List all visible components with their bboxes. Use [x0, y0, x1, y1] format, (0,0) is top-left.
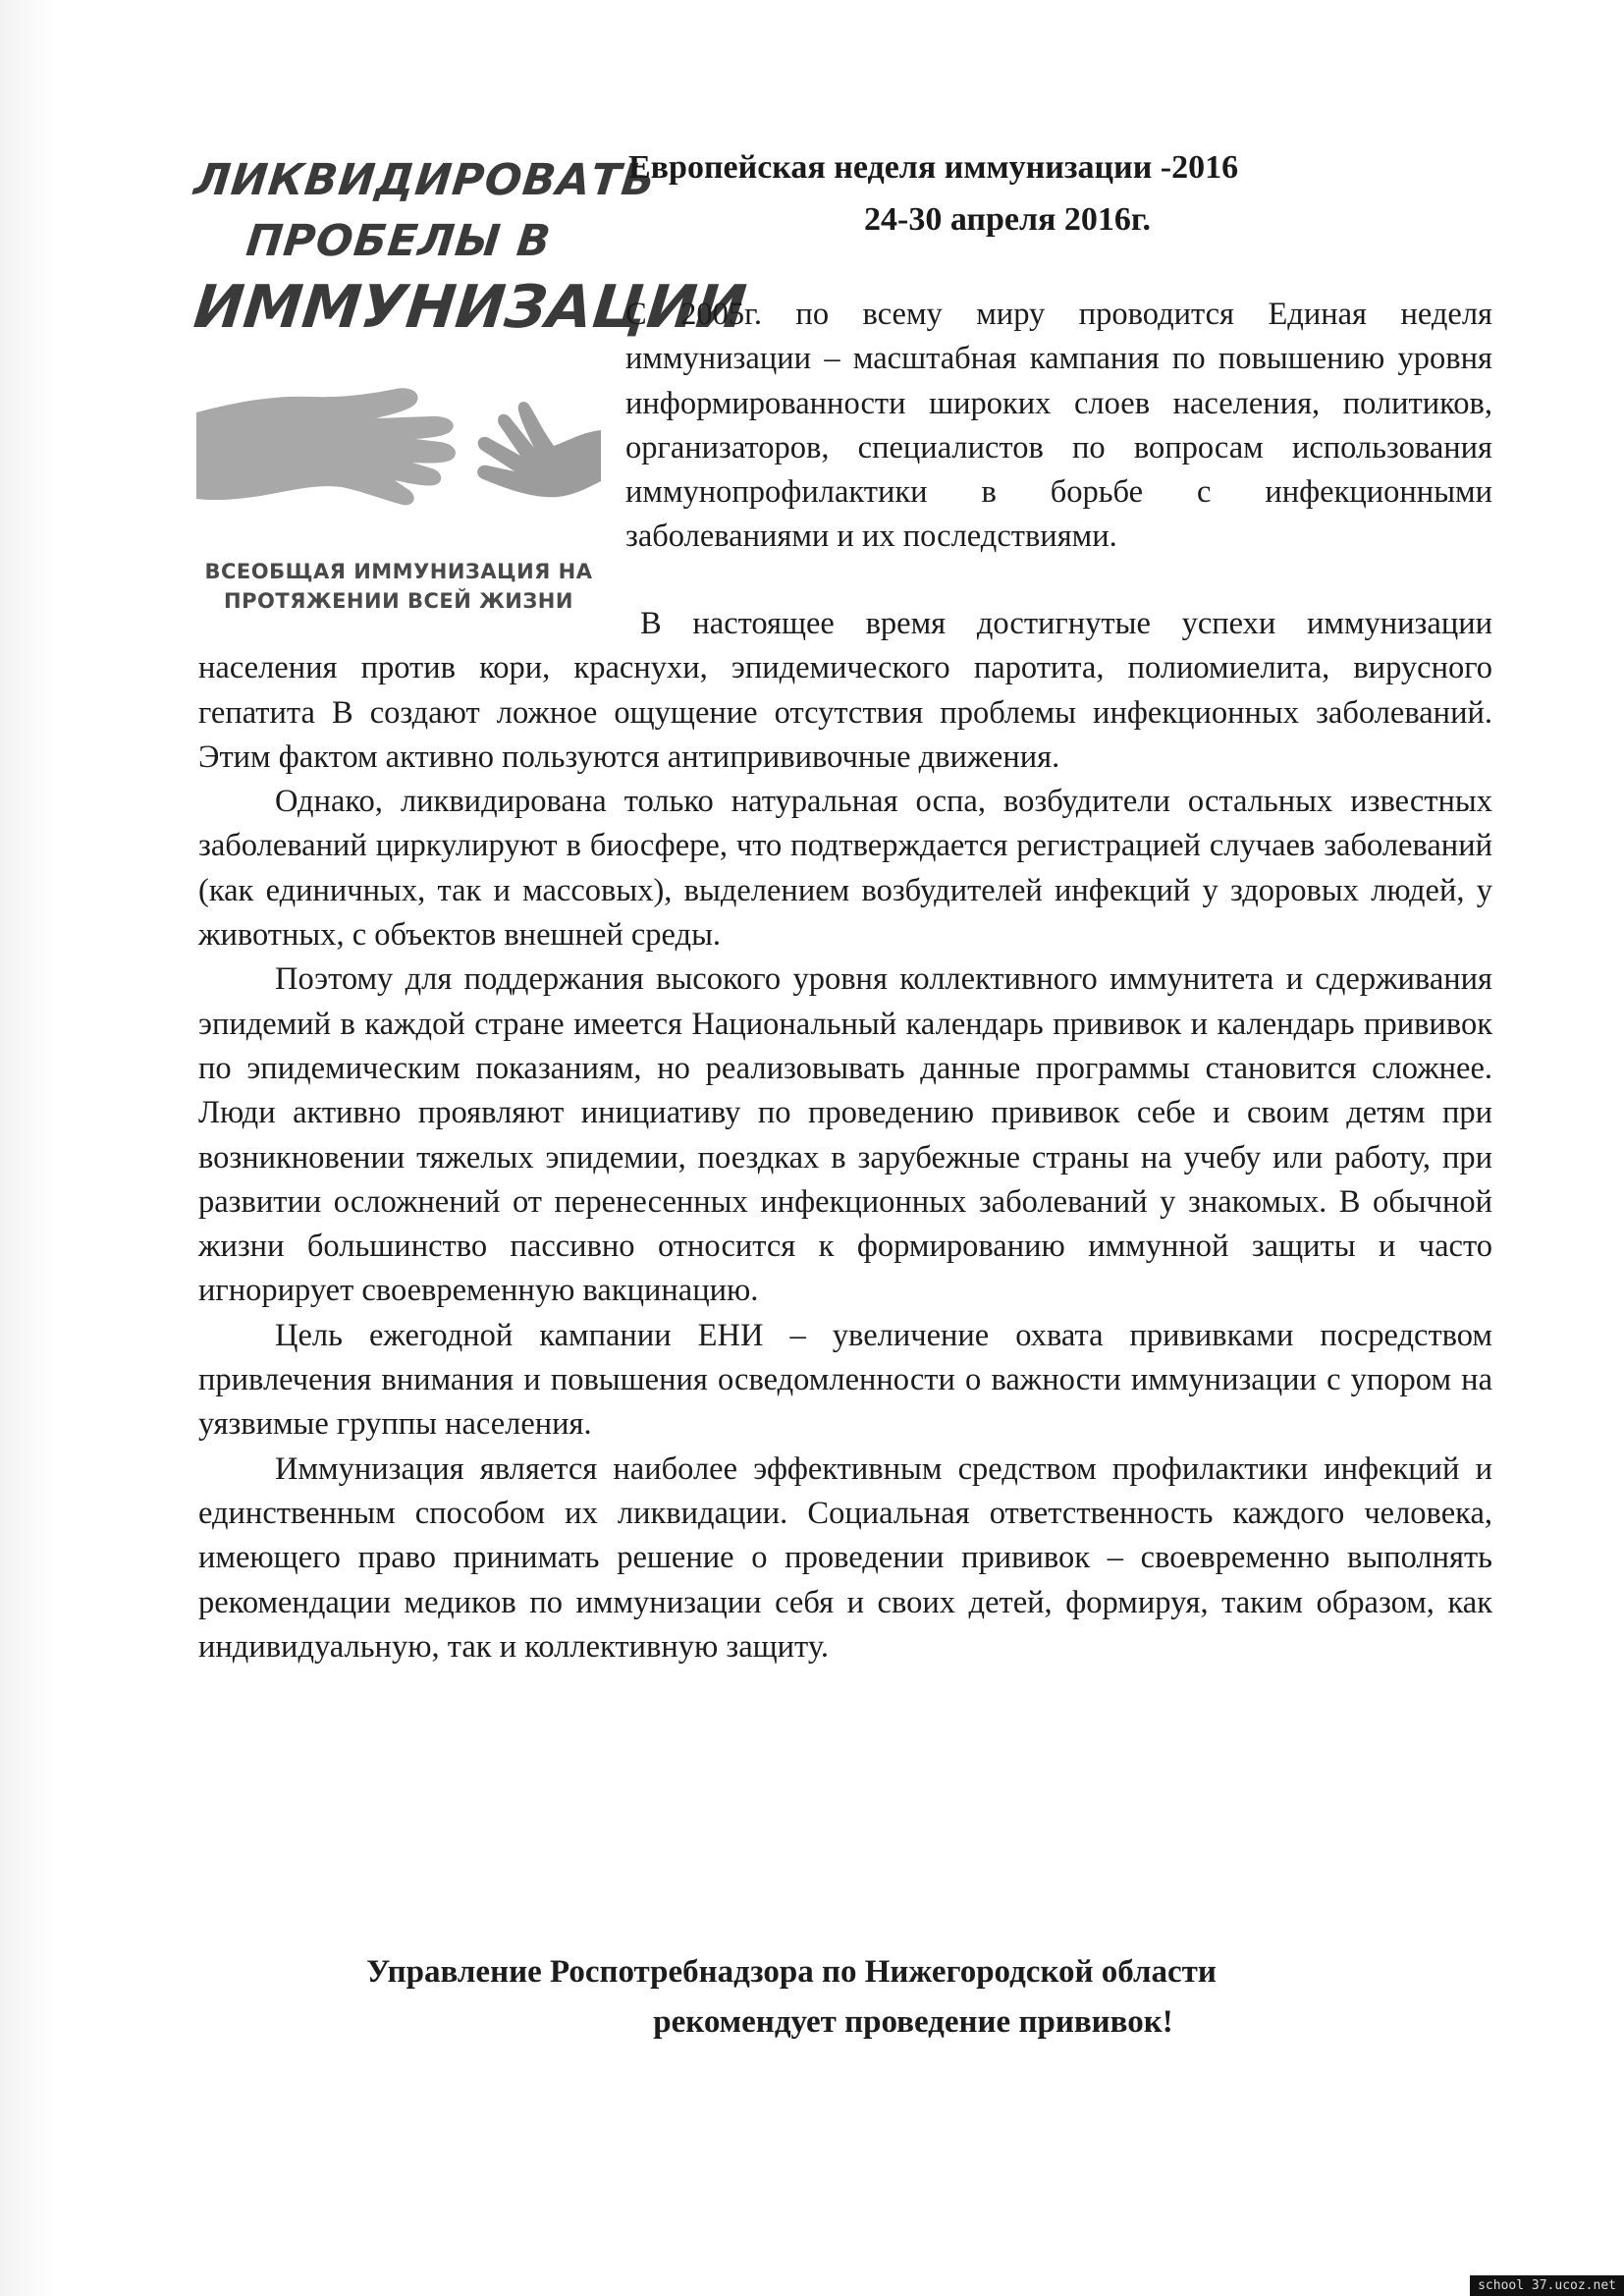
- body-paragraph: Иммунизация является наиболее эффективным средством профилактики инфекций и единственным способом их ликвидации. Социальная ответственность каждого человека, имеющего право принимать решение о проведении прививок – своевременно выполнять рекомендации медиков по иммунизации себя и своих детей, формируя, таким образом, как индивидуальную, так и коллективную защиту.: [198, 1450, 1492, 1665]
- campaign-logo: [190, 147, 750, 619]
- footer-recommendation: рекомендует проведение прививок!: [653, 2004, 1173, 2040]
- body-paragraph: В настоящее время достигнутые успехи иммунизации населения против кори, краснухи, эпидемического паротита, полиомиелита, вирусного гепатита В создают ложное ощущение отсутствия проблемы инфекционных заболеваний. Этим фактом активно пользуются антипрививочные движения.: [198, 606, 1492, 775]
- footer-organization: Управление Роспотребнадзора по Нижегородской области: [366, 1954, 1217, 1990]
- body-paragraph: Цель ежегодной кампании ЕНИ – увеличение охвата прививками посредством привлечения внимания и повышения осведомленности о важности иммунизации с упором на уязвимые группы населения.: [198, 1317, 1492, 1443]
- logo-title-line-3: ИММУНИЗАЦИИ: [190, 273, 750, 342]
- page-edge-shadow: [0, 0, 59, 2296]
- logo-subtitle-line-1: ВСЕОБЩАЯ ИММУНИЗАЦИЯ НА: [204, 560, 593, 583]
- logo-subtitle-line-2: ПРОТЯЖЕНИИ ВСЕЙ ЖИЗНИ: [224, 589, 573, 613]
- reaching-hands-icon: [194, 373, 603, 560]
- site-watermark: school 37.ucoz.net: [1470, 2275, 1624, 2296]
- logo-title-line-2: ПРОБЕЛЫ В: [244, 216, 554, 266]
- body-paragraph: Однако, ликвидирована только натуральная оспа, возбудители остальных известных заболеваний циркулируют в биосфере, что подтверждается регистрацией случаев заболеваний (как единичных, так и массовых), выделением возбудителей инфекций у здоровых людей, у животных, с объектов внешней среды.: [198, 784, 1492, 954]
- intro-paragraph: С 2005г. по всему миру проводится Единая неделя иммунизации – масштабная кампания по повышению уровня информированности широких слоев населения, политиков, организаторов, специалистов по вопросам использования иммунопрофилактики в борьбе с инфекционными заболеваниями и их последствиями.: [625, 297, 1492, 555]
- document-dates: 24-30 апреля 2016г.: [864, 201, 1152, 238]
- document-title: Европейская неделя иммунизации -2016: [628, 149, 1239, 186]
- body-paragraph: Поэтому для поддержания высокого уровня коллективного иммунитета и сдерживания эпидемий в каждой стране имеется Национальный календарь прививок и календарь прививок по эпидемическим показаниям, но реализовывать данные программы становится сложнее. Люди активно проявляют инициативу по проведению прививок себе и своим детям при возникновении тяжелых эпидемии, поездках в зарубежные страны на учебу или работу, при развитии осложнений от перенесенных инфекционных заболеваний у знакомых. В обычной жизни большинство пассивно относится к формированию иммунной защиты и часто игнорирует своевременную вакцинацию.: [198, 961, 1492, 1309]
- logo-title-line-1: ЛИКВИДИРОВАТЬ: [191, 155, 659, 205]
- main-body: [198, 602, 1492, 1669]
